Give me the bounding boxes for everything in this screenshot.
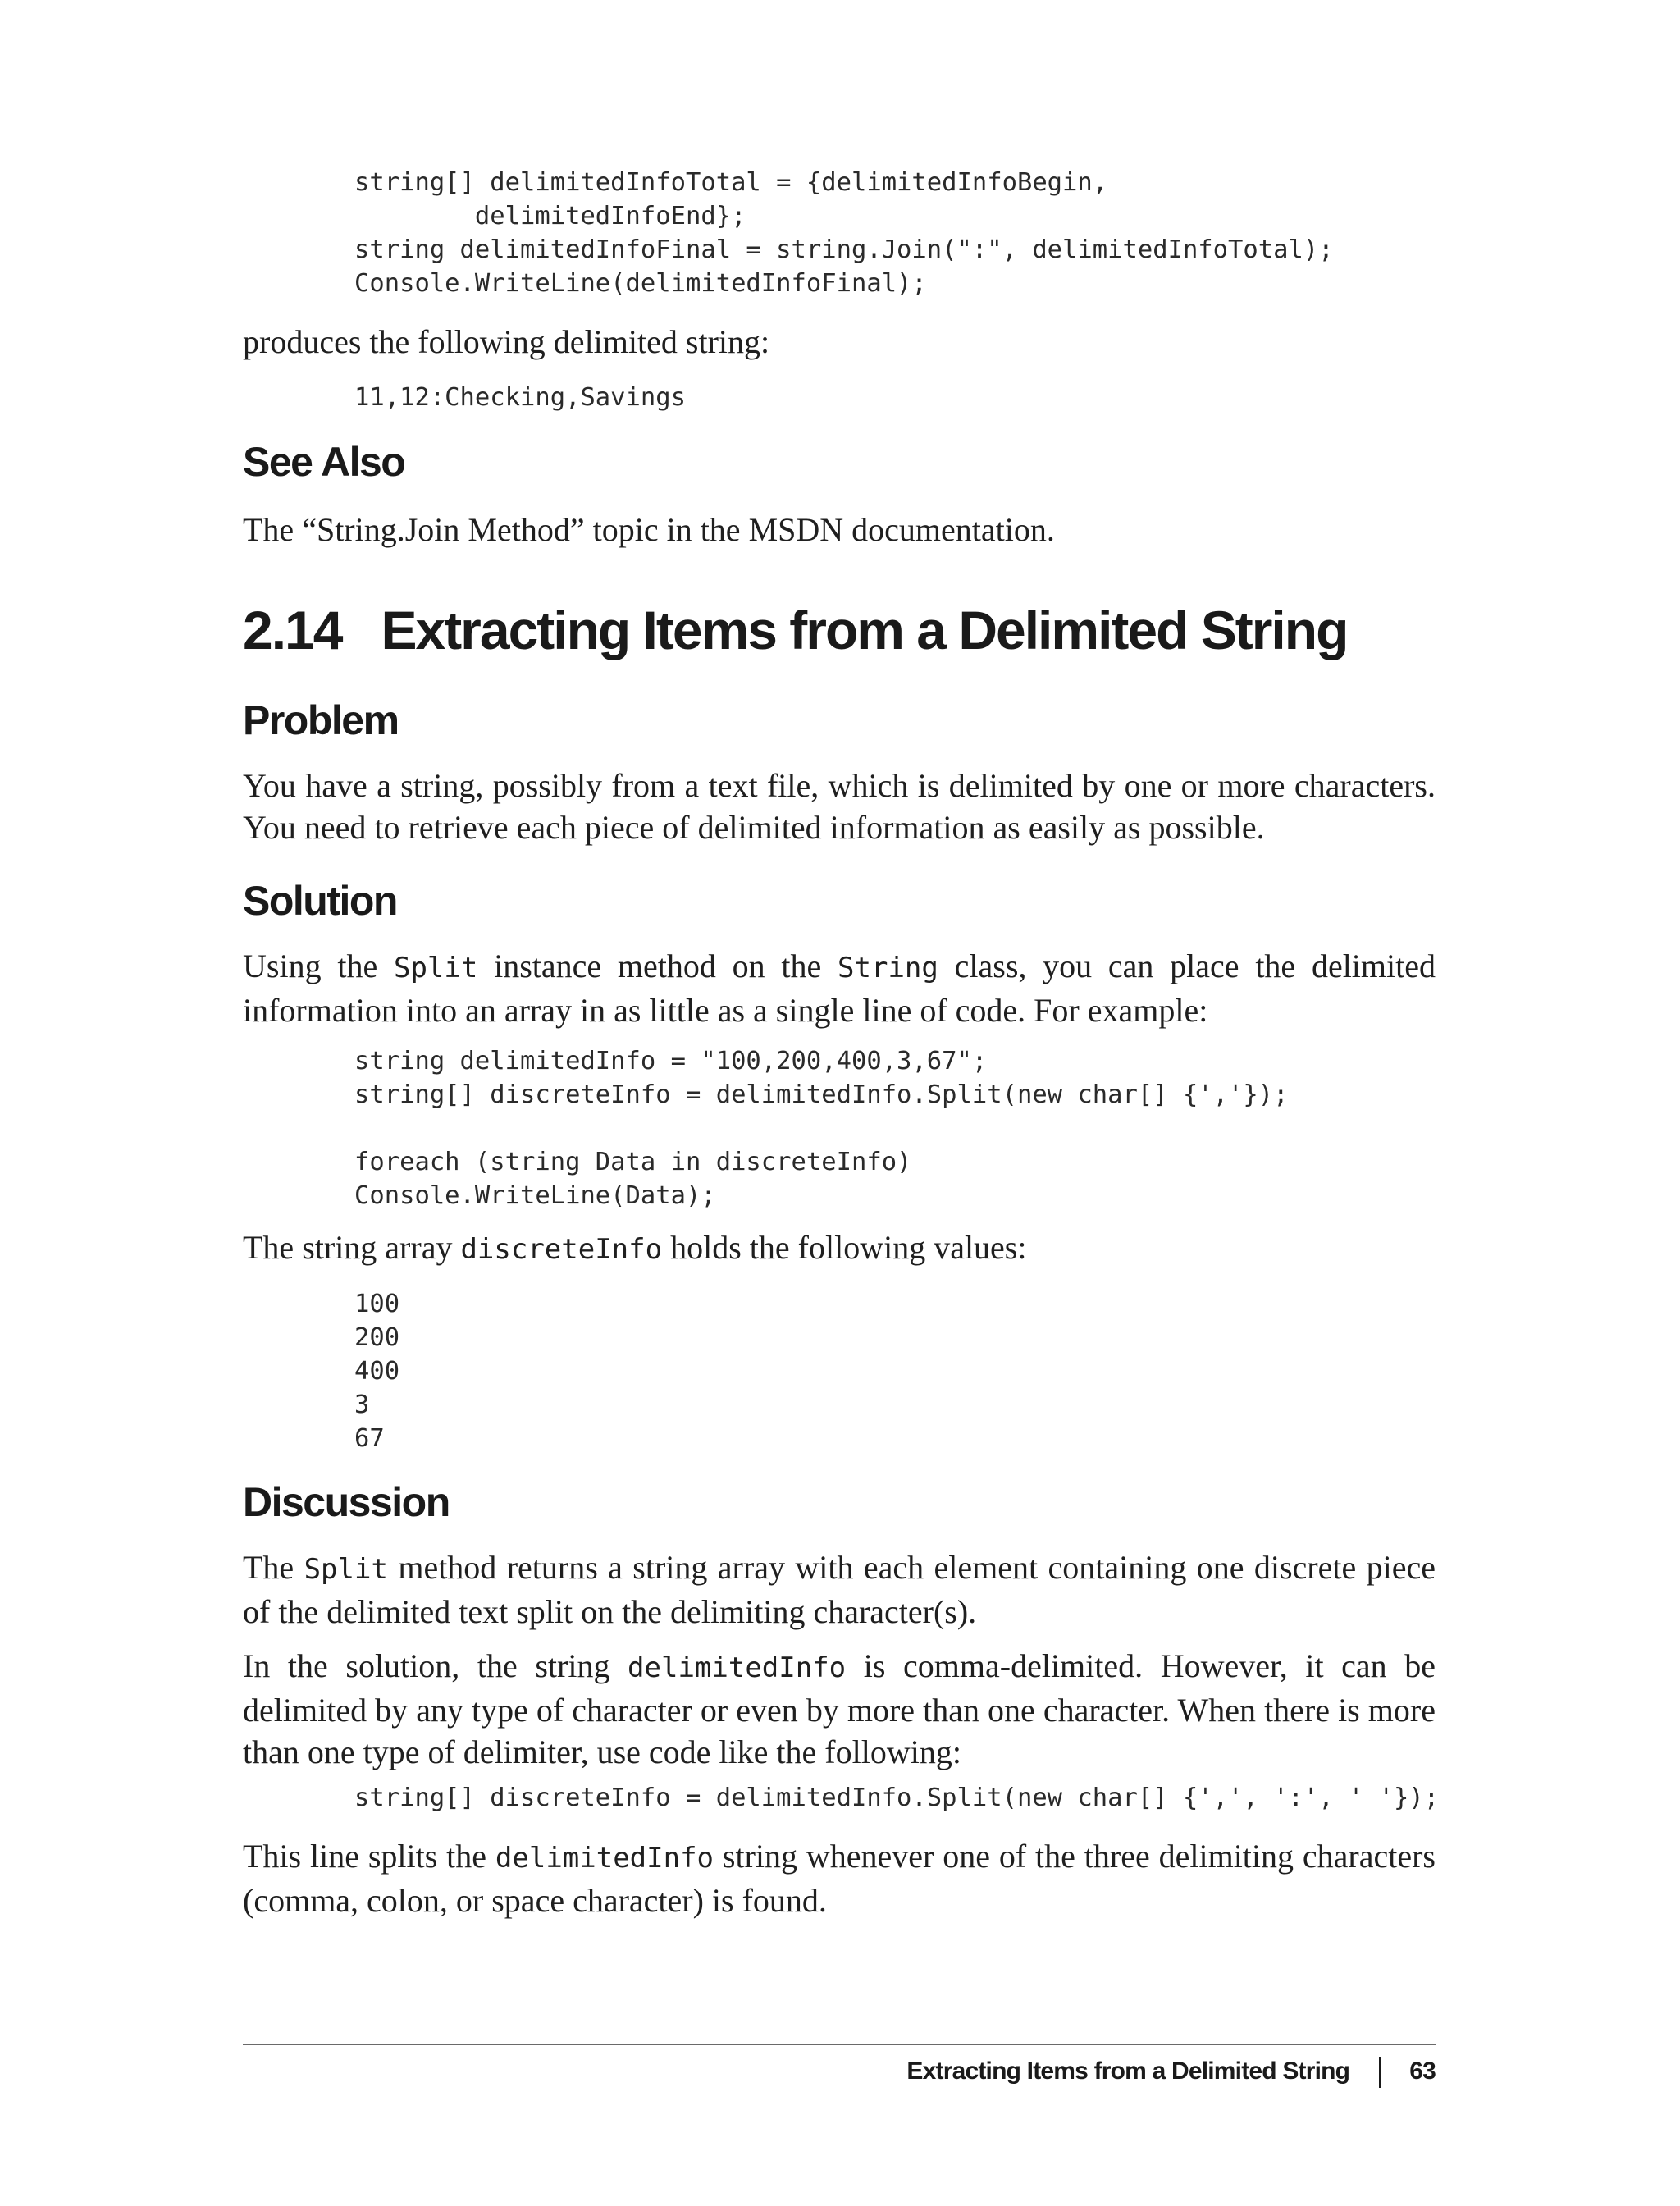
heading-discussion: Discussion — [243, 1479, 450, 1525]
code-block-join: string[] delimitedInfoTotal = {delimitedInfoBegin, delimitedInfoEnd}; string delimitedInfoFinal = string.Join(":", delimitedInfoTotal); Console.WriteLine(delimitedInfoFinal); — [354, 168, 1334, 298]
inline-code-discreteinfo: discreteInfo — [460, 1233, 663, 1266]
code-block-values: 100 200 400 3 67 — [354, 1290, 400, 1453]
code-block-split: string delimitedInfo = "100,200,400,3,67"; string[] discreteInfo = delimitedInfo.Split(new char[] {','}); foreach (string Data in discreteInfo) Console.WriteLine(Data); — [354, 1047, 1289, 1210]
inline-code-split-2: Split — [304, 1553, 388, 1586]
paragraph-produces: produces the following delimited string: — [243, 323, 770, 360]
page-footer — [906, 2055, 1436, 2088]
section-title — [243, 597, 1347, 663]
footer-separator — [1379, 2057, 1381, 2088]
code-block-output: 11,12:Checking,Savings — [354, 383, 686, 412]
paragraph-discussion-2: In the solution, the string delimitedInfo is comma-delimited. However, it can be delimited by any type of character or even by more than one character. When there is more than one type of delimiter, use code like the following: — [243, 1647, 1436, 1770]
heading-problem: Problem — [243, 697, 399, 743]
page-number: 63 — [1409, 2058, 1436, 2085]
paragraph-discussion-3: This line splits the delimitedInfo string whenever one of the three delimiting characters (comma, colon, or space character) is found. — [243, 1838, 1436, 1919]
running-title: Extracting Items from a Delimited String — [906, 2058, 1350, 2085]
paragraph-discussion-1: The Split method returns a string array with each element containing one discrete piece of the delimited text split on the delimiting character(s). — [243, 1549, 1436, 1630]
footer-rule — [243, 2044, 1436, 2045]
section-number: 2.14 — [243, 600, 342, 660]
section-title-text: Extracting Items from a Delimited String — [381, 600, 1348, 660]
paragraph-array: The string array discreteInfo holds the following values: — [243, 1229, 1027, 1266]
inline-code-delimitedinfo-2: delimitedInfo — [495, 1842, 714, 1875]
inline-code-split: Split — [393, 952, 478, 984]
paragraph-see-also: The “String.Join Method” topic in the MSDN documentation. — [243, 511, 1055, 548]
heading-see-also: See Also — [243, 439, 405, 485]
heading-solution: Solution — [243, 878, 397, 924]
paragraph-solution: Using the Split instance method on the String class, you can place the delimited information into an array in as little as a single line of code. For example: — [243, 948, 1436, 1029]
inline-code-delimitedinfo: delimitedInfo — [628, 1651, 847, 1684]
code-block-multi-delimiter: string[] discreteInfo = delimitedInfo.Split(new char[] {',', ':', ' '}); — [354, 1784, 1440, 1812]
inline-code-string: String — [838, 952, 938, 984]
paragraph-problem: You have a string, possibly from a text file, which is delimited by one or more characters. You need to retrieve each piece of delimited information as easily as possible. — [243, 767, 1436, 846]
